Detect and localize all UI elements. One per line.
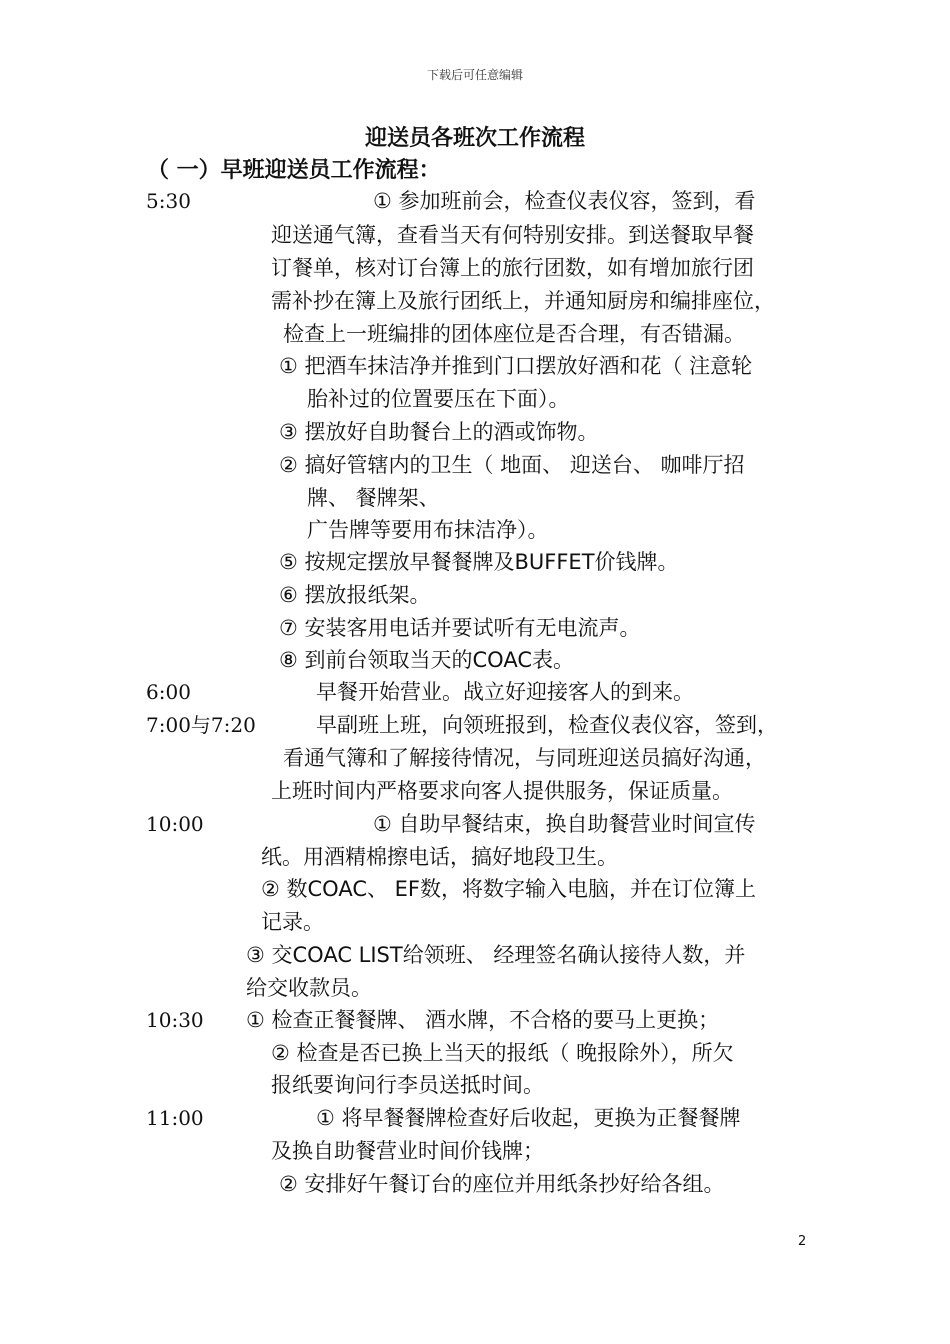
text-line: 广告牌等要用布抹洁净）。 [307,518,549,542]
time-label: 6:00 [146,680,191,704]
text-line: 及换自助餐营业时间价钱牌； [271,1139,544,1163]
page-number: 2 [798,1234,807,1249]
text-line: 牌、 餐牌架、 [307,486,440,510]
text-line: 迎送通气簿，查看当天有何特别安排。到送餐取早餐 [271,223,754,247]
text-line: 胎补过的位置要压在下面）。 [307,387,570,411]
text-line: ② 数COAC、 EF数，将数字输入电脑，并在订位簿上 [261,877,757,901]
text-line: ② 安排好午餐订台的座位并用纸条抄好给各组。 [279,1172,725,1196]
document-title: 迎送员各班次工作流程 [364,126,585,151]
text-line: ⑥ 摆放报纸架。 [279,583,431,607]
section-heading: （ 一）早班迎送员工作流程： [147,158,441,183]
page-header: 下载后可任意编辑 [426,68,523,82]
text-line: 早餐开始营业。战立好迎接客人的到来。 [316,680,694,704]
text-line: ③ 交COAC LIST给领班、 经理签名确认接待人数，并 [246,943,746,967]
text-line: ③ 摆放好自助餐台上的酒或饰物。 [279,420,599,444]
text-line: ① 检查正餐餐牌、 酒水牌，不合格的要马上更换； [246,1008,720,1032]
text-line: 早副班上班，向领班报到，检查仪表仪容，签到， [316,713,778,737]
text-line: 报纸要询问行李员送抵时间。 [271,1073,544,1097]
text-line: 检查上一班编排的团体座位是否合理，有否错漏。 [283,322,745,346]
time-label: 7:00与7:20 [146,713,256,737]
time-label: 10:00 [146,812,204,836]
text-line: ① 自助早餐结束，换自助餐营业时间宣传 [373,812,756,836]
text-line: 看通气簿和了解接待情况，与同班迎送员搞好沟通， [283,746,766,770]
text-line: 上班时间内严格要求向客人提供服务，保证质量。 [271,779,733,803]
text-line: ① 将早餐餐牌检查好后收起，更换为正餐餐牌 [316,1106,741,1130]
time-label: 11:00 [146,1106,204,1130]
text-line: ⑤ 按规定摆放早餐餐牌及BUFFET价钱牌。 [279,550,679,574]
text-line: ① 参加班前会，检查仪表仪容，签到，看 [373,189,756,213]
text-line: ① 把酒车抹洁净并推到门口摆放好酒和花（ 注意轮 [279,354,753,378]
text-line: 记录。 [261,910,324,934]
text-line: ⑦ 安装客用电话并要试听有无电流声。 [279,616,641,640]
time-label: 5:30 [146,189,191,213]
text-line: 给交收款员。 [246,976,372,1000]
text-line: ② 搞好管辖内的卫生（ 地面、 迎送台、 咖啡厅招 [279,453,745,477]
text-line: 纸。用酒精棉擦电话，搞好地段卫生。 [261,845,618,869]
text-line: ⑧ 到前台领取当天的COAC表。 [279,648,574,672]
text-line: 需补抄在簿上及旅行团纸上，并通知厨房和编排座位， [271,289,775,313]
time-label: 10:30 [146,1008,204,1032]
text-line: ② 检查是否已换上当天的报纸（ 晚报除外），所欠 [271,1041,734,1065]
text-line: 订餐单，核对订台簿上的旅行团数，如有增加旅行团 [271,256,754,280]
